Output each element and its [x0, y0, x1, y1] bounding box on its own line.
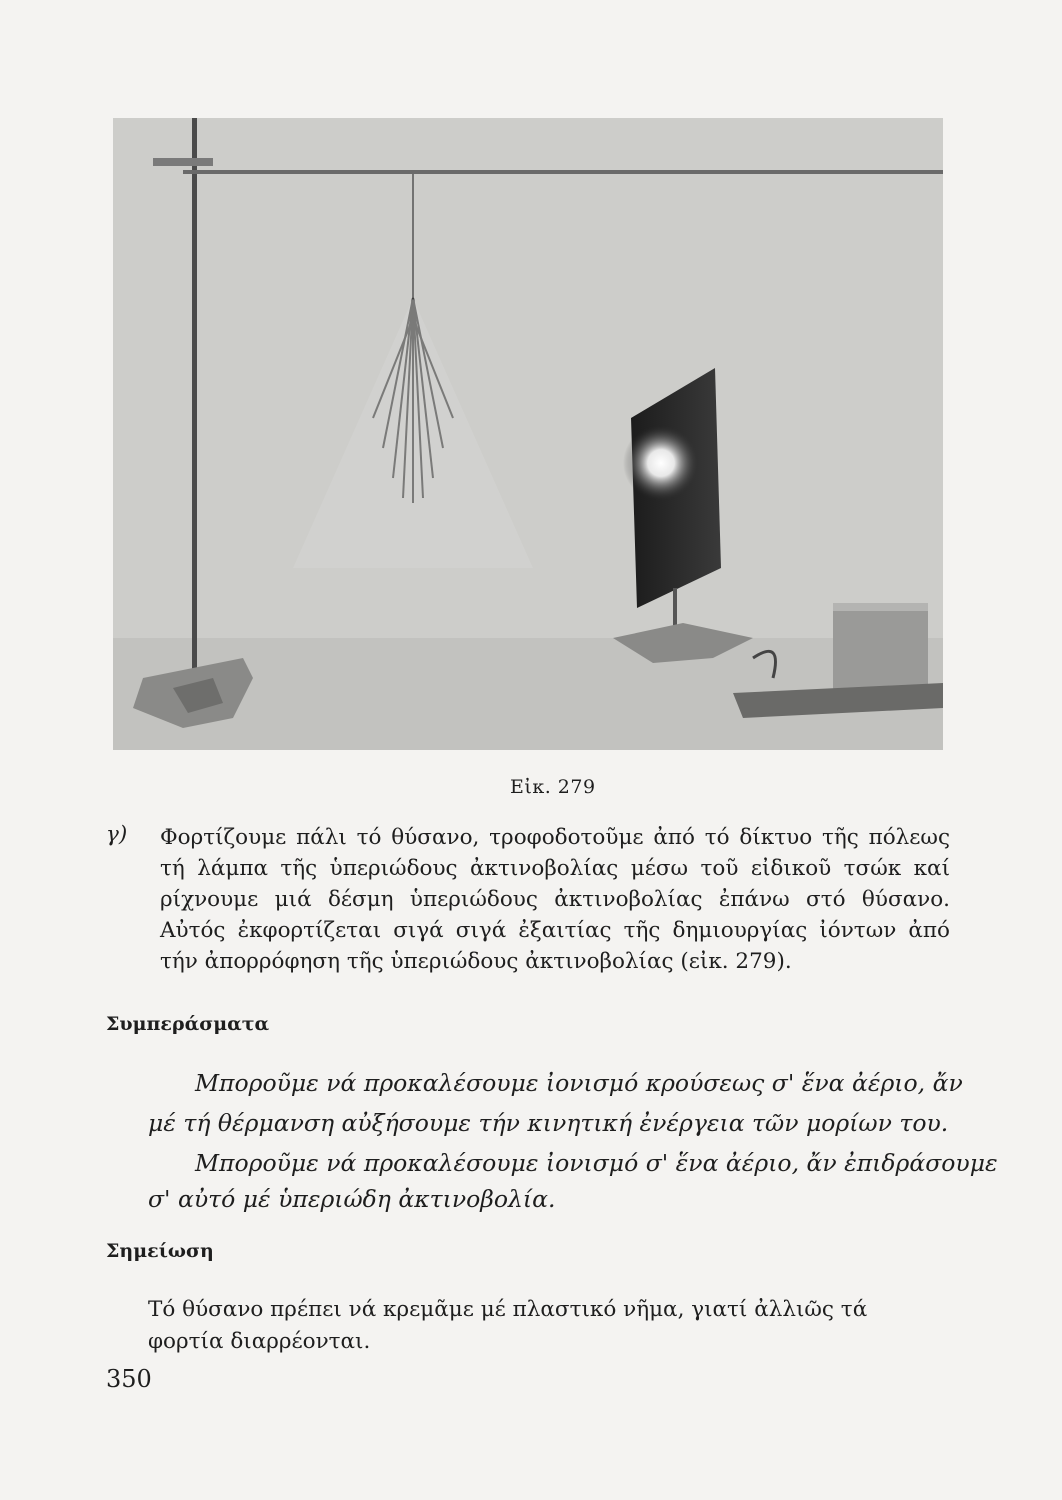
figure-caption: Εἰκ. 279 [510, 776, 596, 798]
conclusion-line: σ' αὐτό μέ ὑπεριώδη ἀκτινοβολία. [148, 1185, 556, 1213]
note-text: Τό θύσανο πρέπει νά κρεμᾶμε μέ πλαστικό νῆμα, γιατί ἀλλιῶς τά φορτία διαρρέονται. [148, 1297, 868, 1354]
page-number: 350 [106, 1365, 152, 1393]
stand-rod [192, 118, 197, 678]
conclusions-heading: Συμπεράσματα [106, 1013, 270, 1035]
section-label: γ) [106, 822, 128, 847]
conclusion-line: Μποροῦμε νά προκαλέσουμε ἰονισμό κρούσεως σ' ἕνα ἀέριο, ἄν [195, 1069, 963, 1097]
apparatus-illustration [113, 118, 943, 750]
note-heading: Σημείωση [106, 1240, 214, 1262]
stand-arm [183, 170, 943, 174]
conclusion-line: μέ τή θέρμανση αὐξήσουμε τήν κινητική ἐνέργεια τῶν μορίων του. [148, 1109, 949, 1137]
conclusion-line: Μποροῦμε νά προκαλέσουμε ἰονισμό σ' ἕνα ἀέριο, ἄν ἐπιδράσουμε [195, 1149, 998, 1177]
procedure-paragraph: Φορτίζουμε πάλι τό θύσανο, τροφοδοτοῦμε ἀπό τό δίκτυο τῆς πόλεως τή λάμπα τῆς ὑπεριώδους ἀκτινοβολίας μέσω τοῦ εἰδικοῦ τσώκ καί ρίχνουμε μιά δέσμη ὑπεριώδους ἀκτινοβολίας ἐπάνω στό θύσανο. Αὐτός ἐκφορτίζεται σιγά σιγά ἐξαιτίας τῆς δημιουργίας ἰόντων ἀπό τήν ἀπορρόφηση τῆς ὑπεριώδους ἀκτινοβολίας (εἰκ. 279). [160, 825, 950, 974]
uv-glow [623, 425, 699, 501]
choke-box [833, 603, 928, 693]
figure-photo [113, 118, 943, 750]
